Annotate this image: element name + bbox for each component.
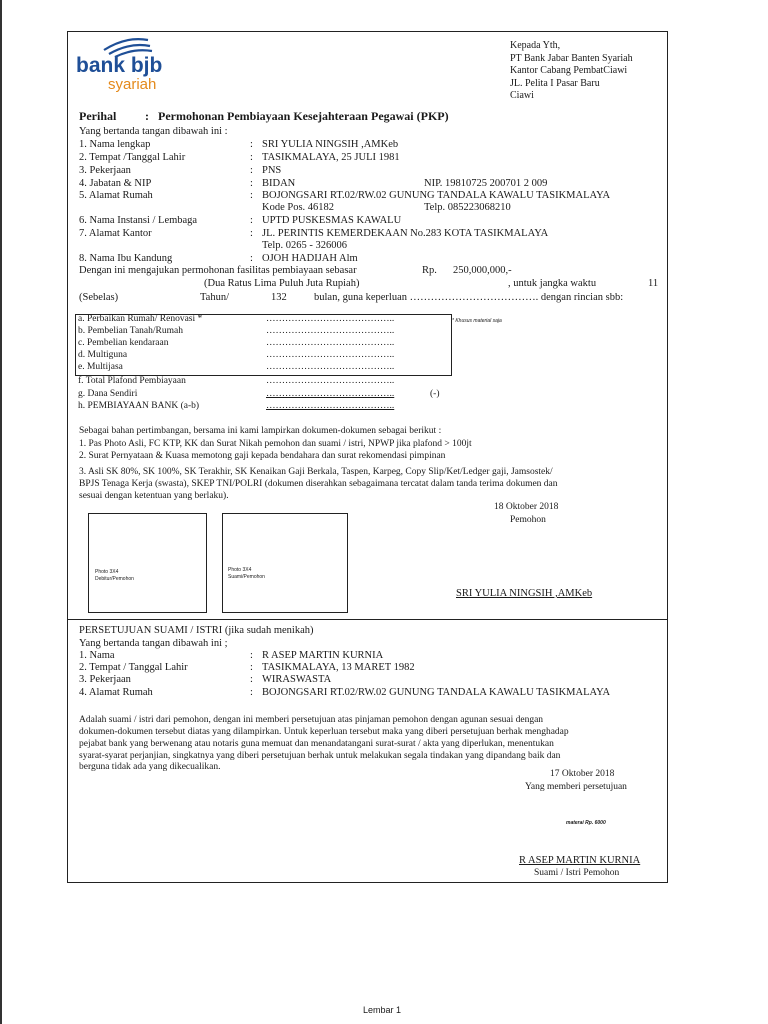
details-dots: …………………………………..	[266, 338, 395, 348]
recipient-block	[510, 40, 633, 103]
kode-pos: Kode Pos. 46182	[262, 202, 335, 213]
applicant-label: 8. Nama Ibu Kandung	[79, 253, 173, 264]
logo-brand: bank bjb	[76, 54, 163, 77]
colon: :	[250, 215, 253, 226]
details-dots: …………………………………..	[266, 350, 395, 360]
details-item: b. Pembelian Tanah/Rumah	[78, 326, 183, 336]
colon: :	[250, 253, 253, 264]
consent-value: TASIKMALAYA, 13 MARET 1982	[262, 662, 415, 673]
consent-role: Yang memberi persetujuan	[525, 782, 627, 792]
colon: :	[250, 650, 253, 661]
page-footer: Lembar 1	[363, 1005, 402, 1015]
details-item: f. Total Plafond Pembiayaan	[78, 376, 186, 386]
consent-divider	[68, 619, 667, 620]
consent-paragraph: syarat-syarat perjanjian, singkatnya yang diberi persetujuan berhak untuk melakukan segala tindakan yang dipandang baik dan	[79, 751, 561, 761]
applicant-value: PNS	[262, 165, 282, 176]
sign1-role: Pemohon	[510, 515, 546, 525]
consent-label: 1. Nama	[79, 650, 115, 661]
details-minus: (-)	[430, 389, 440, 399]
details-item: e. Multijasa	[78, 362, 123, 372]
nip-value: NIP. 19810725 200701 2 009	[424, 178, 548, 189]
consent-paragraph: Adalah suami / istri dari pemohon, dengan ini memberi persetujuan atas pinjaman pemohon dengan agunan sesuai dengan	[79, 715, 544, 725]
consent-paragraph: pejabat bank yang berwenang atau notaris guna memuat dan menandatangani surat-surat / akta yang diperlukan, menentukan	[79, 739, 554, 749]
logo-sub: syariah	[108, 76, 157, 93]
consent-value: R ASEP MARTIN KURNIA	[262, 650, 384, 661]
consent-date: 17 Oktober 2018	[550, 769, 615, 779]
consent-value: WIRASWASTA	[262, 674, 332, 685]
consent-label: 4. Alamat Rumah	[79, 687, 153, 698]
applicant-value: BIDAN	[262, 178, 296, 189]
attachment-item: BPJS Tenaga Kerja (swasta), SKEP TNI/POLRI (dokumen diserahkan sebagaimana tercatat dalam tanda terima dokumen dan	[79, 479, 558, 489]
applicant-label: 5. Alamat Rumah	[79, 190, 153, 201]
recipient-line: Ciawi	[510, 90, 534, 101]
subject-sep: :	[145, 109, 149, 123]
applicant-value: OJOH HADIJAH Alm	[262, 253, 358, 264]
details-note: * Khusus material saja	[452, 318, 502, 324]
consent-intro: Yang bertanda tangan dibawah ini ;	[79, 638, 228, 649]
financing-years: 11	[648, 278, 659, 289]
colon: :	[250, 190, 253, 201]
applicant-label: 6. Nama Instansi / Lembaga	[79, 215, 198, 226]
financing-words: (Dua Ratus Lima Puluh Juta Rupiah)	[204, 278, 360, 289]
consent-label: 2. Tempat / Tanggal Lahir	[79, 662, 188, 673]
consent-paragraph: berguna tidak ada yang dikecualikan.	[79, 762, 221, 772]
details-dots: …………………………………..	[266, 362, 395, 372]
colon: :	[250, 139, 253, 150]
colon: :	[250, 687, 253, 698]
page-edge	[0, 0, 2, 1024]
details-item: h. PEMBIAYAAN BANK (a-b)	[78, 401, 200, 411]
financing-rp: Rp.	[422, 265, 437, 276]
details-dots: …………………………………..	[266, 314, 395, 324]
telp-home: Telp. 085223068210	[424, 202, 511, 213]
attachment-item: 1. Pas Photo Asli, FC KTP, KK dan Surat Nikah pemohon dan suami / istri, NPWP jika plafond > 100jt	[79, 439, 472, 449]
colon: :	[250, 228, 253, 239]
attachment-item: 3. Asli SK 80%, SK 100%, SK Terakhir, SK Kenaikan Gaji Berkala, Taspen, Karpeg, Copy Slip/Ket/Ledger gaji, Jamsostek/	[79, 467, 553, 477]
consent-signer-role: Suami / Istri Pemohon	[534, 868, 620, 878]
financing-line1: Dengan ini mengajukan permohonan fasilitas pembiayaan sebasar	[79, 265, 357, 276]
recipient-line: Kantor Cabang PembatCiawi	[510, 65, 628, 76]
recipient-line: Kepada Yth,	[510, 40, 561, 51]
materai-note: materai Rp. 6000	[566, 820, 606, 826]
consent-title: PERSETUJUAN SUAMI / ISTRI (jika sudah menikah)	[79, 625, 314, 636]
consent-paragraph: dokumen-dokumen tersebut diatas yang dilampirkan. Untuk keperluan tersebut maka yang diberi persetujuan berhak menghadap	[79, 727, 569, 737]
photo-label-debitur: Photo 3X4 Debitur/Pemohon	[95, 569, 134, 582]
recipient-line: PT Bank Jabar Banten Syariah	[510, 52, 633, 64]
sign1-date: 18 Oktober 2018	[494, 502, 559, 512]
telp-office: Telp. 0265 - 326006	[262, 240, 348, 251]
financing-period: , untuk jangka waktu	[508, 278, 597, 289]
applicant-value: UPTD PUSKESMAS KAWALU	[262, 215, 402, 226]
sign1-name: SRI YULIA NINGSIH ,AMKeb	[456, 588, 593, 599]
applicant-value: BOJONGSARI RT.02/RW.02 GUNUNG TANDALA KAWALU TASIKMALAYA	[262, 190, 611, 201]
recipient-line: JL. Pelita I Pasar Baru	[510, 77, 600, 89]
details-item: a. Perbaikan Rumah/ Renovasi *	[78, 314, 203, 324]
subject-text: Permohonan Pembiayaan Kesejahteraan Pegawai (PKP)	[158, 109, 449, 123]
photo-box-debitur	[88, 513, 207, 613]
financing-amount: 250,000,000,-	[453, 265, 512, 276]
attachments-intro: Sebagai bahan pertimbangan, bersama ini kami lampirkan dokumen-dokumen sebagai berikut :	[79, 426, 442, 436]
consent-name: R ASEP MARTIN KURNIA	[519, 855, 641, 866]
attachment-item: sesuai dengan ketentuan yang berlaku).	[79, 491, 229, 501]
colon: :	[250, 178, 253, 189]
attachment-item: 2. Surat Pernyataan & Kuasa memotong gaji kepada bendahara dan surat rekomendasi pimpinan	[79, 451, 446, 461]
details-dots: …………………………………..	[266, 401, 395, 411]
applicant-label: 3. Pekerjaan	[79, 165, 131, 176]
financing-years-words: (Sebelas)	[79, 292, 119, 303]
colon: :	[250, 662, 253, 673]
consent-label: 3. Pekerjaan	[79, 674, 131, 685]
applicant-label: 7. Alamat Kantor	[79, 228, 152, 239]
applicant-label: 2. Tempat /Tanggal Lahir	[79, 152, 186, 163]
bank-logo	[76, 36, 196, 92]
details-item: g. Dana Sendiri	[78, 389, 138, 399]
colon: :	[250, 165, 253, 176]
consent-value: BOJONGSARI RT.02/RW.02 GUNUNG TANDALA KAWALU TASIKMALAYA	[262, 687, 611, 698]
details-dots: …………………………………..	[266, 389, 395, 399]
financing-tahun: Tahun/	[200, 292, 230, 303]
colon: :	[250, 152, 253, 163]
details-item: c. Pembelian kendaraan	[78, 338, 169, 348]
details-dots: …………………………………..	[266, 376, 395, 386]
subject-label: Perihal	[79, 109, 117, 123]
applicant-label: 1. Nama lengkap	[79, 139, 151, 150]
colon: :	[250, 674, 253, 685]
applicant-label: 4. Jabatan & NIP	[79, 178, 152, 189]
applicant-intro: Yang bertanda tangan dibawah ini :	[79, 126, 228, 137]
financing-months: 132	[271, 292, 287, 303]
photo-label-suami: Photo 3X4 Suami/Pemohon	[228, 567, 265, 580]
photo-box-suami	[222, 513, 348, 613]
financing-rest: bulan, guna keperluan ………………………………. dengan rincian sbb:	[314, 292, 624, 303]
details-dots: …………………………………..	[266, 326, 395, 336]
applicant-value: SRI YULIA NINGSIH ,AMKeb	[262, 139, 399, 150]
applicant-value: JL. PERINTIS KEMERDEKAAN No.283 KOTA TASIKMALAYA	[262, 228, 549, 239]
details-item: d. Multiguna	[78, 350, 128, 360]
applicant-value: TASIKMALAYA, 25 JULI 1981	[262, 152, 400, 163]
